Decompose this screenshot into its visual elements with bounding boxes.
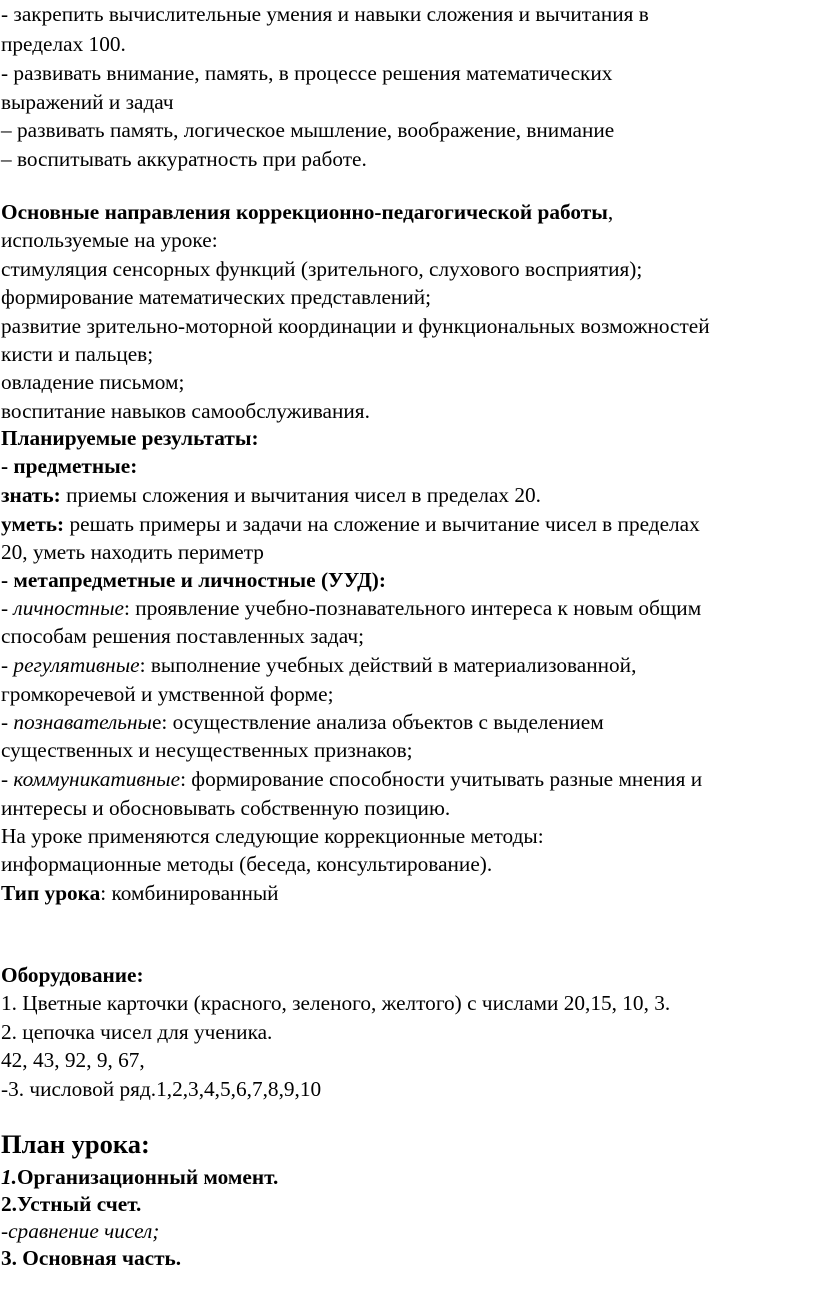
personal-label: личностные: [13, 596, 125, 620]
plan-item-text: Организационный момент.: [16, 1165, 279, 1189]
directions-heading: [1, 198, 613, 227]
communicative-text: : формирование способности учитывать разные мнения и: [180, 767, 703, 791]
can-line-cont: 20, уметь находить периметр: [1, 540, 264, 564]
know-label: знать:: [1, 483, 61, 507]
goal-line: - закрепить вычислительные умения и навыки сложения и вычитания в: [1, 2, 649, 26]
lesson-type-line: [1, 879, 279, 908]
lesson-type-value: : комбинированный: [100, 881, 279, 905]
cognitive-line-cont: существенных и несущественных признаков;: [1, 738, 413, 762]
methods-line: На уроке применяются следующие коррекционные методы:: [1, 824, 544, 848]
communicative-dash: -: [1, 767, 14, 791]
results-heading: Планируемые результаты:: [1, 426, 259, 450]
plan-item: 2.Устный счет.: [1, 1192, 142, 1216]
personal-dash: -: [1, 596, 14, 620]
know-text: приемы сложения и вычитания чисел в пределах 20.: [60, 483, 541, 507]
equipment-line: -3. числовой ряд.1,2,3,4,5,6,7,8,9,10: [1, 1077, 322, 1101]
plan-item: 3. Основная часть.: [1, 1246, 182, 1270]
equipment-line: 1. Цветные карточки (красного, зеленого, желтого) с числами 20,15, 10, 3.: [1, 991, 671, 1015]
cognitive-text: е: осуществление анализа объектов с выделением: [151, 710, 604, 734]
plan-subitem: -сравнение чисел;: [1, 1219, 160, 1243]
directions-line: стимуляция сенсорных функций (зрительного, слухового восприятия);: [1, 257, 643, 281]
goal-line: пределах 100.: [1, 32, 126, 56]
cognitive-dash: -: [1, 710, 14, 734]
communicative-line-cont: интересы и обосновывать собственную позицию.: [1, 796, 451, 820]
personal-line-cont: способам решения поставленных задач;: [1, 624, 364, 648]
directions-line: формирование математических представлений;: [1, 285, 432, 309]
communicative-line: [1, 765, 702, 794]
equipment-line: 2. цепочка чисел для ученика.: [1, 1020, 273, 1044]
directions-line: овладение письмом;: [1, 370, 185, 394]
directions-heading-comma: ,: [607, 200, 614, 224]
directions-line: развитие зрительно-моторной координации и функциональных возможностей: [1, 314, 710, 338]
equipment-heading: Оборудование:: [1, 963, 144, 987]
plan-item-number: 1.: [1, 1165, 17, 1189]
regulative-dash: -: [1, 653, 14, 677]
cognitive-line: [1, 708, 604, 737]
goal-line: – развивать память, логическое мышление, воображение, внимание: [1, 118, 615, 142]
can-label: уметь:: [1, 512, 65, 536]
goal-line: – воспитывать аккуратность при работе.: [1, 147, 367, 171]
can-line: [1, 510, 700, 539]
personal-line: [1, 594, 701, 623]
subject-results-heading: - предметные:: [1, 454, 138, 478]
directions-heading-text: Основные направления коррекционно-педагогической работы: [1, 200, 608, 224]
plan-item: [1, 1163, 278, 1192]
directions-line: используемые на уроке:: [1, 228, 218, 252]
regulative-text: : выполнение учебных действий в материализованной,: [139, 653, 637, 677]
can-text: решать примеры и задачи на сложение и вычитание чисел в пределах: [64, 512, 700, 536]
personal-text: : проявление учебно-познавательного интереса к новым общим: [124, 596, 702, 620]
equipment-line: 42, 43, 92, 9, 67,: [1, 1048, 145, 1072]
directions-line: воспитание навыков самообслуживания.: [1, 399, 370, 423]
cognitive-label: познавательны: [13, 710, 152, 734]
plan-heading: План урока:: [1, 1129, 150, 1159]
know-line: [1, 481, 541, 510]
regulative-label: регулятивные: [13, 653, 140, 677]
communicative-label: коммуникативные: [13, 767, 181, 791]
methods-line: информационные методы (беседа, консультирование).: [1, 852, 493, 876]
lesson-type-label: Тип урока: [1, 881, 101, 905]
meta-results-heading: - метапредметные и личностные (УУД):: [1, 568, 386, 592]
regulative-line: [1, 651, 636, 680]
goal-line: - развивать внимание, память, в процессе решения математических: [1, 61, 613, 85]
directions-line: кисти и пальцев;: [1, 342, 154, 366]
regulative-line-cont: громкоречевой и умственной форме;: [1, 682, 334, 706]
goal-line: выражений и задач: [1, 90, 174, 114]
